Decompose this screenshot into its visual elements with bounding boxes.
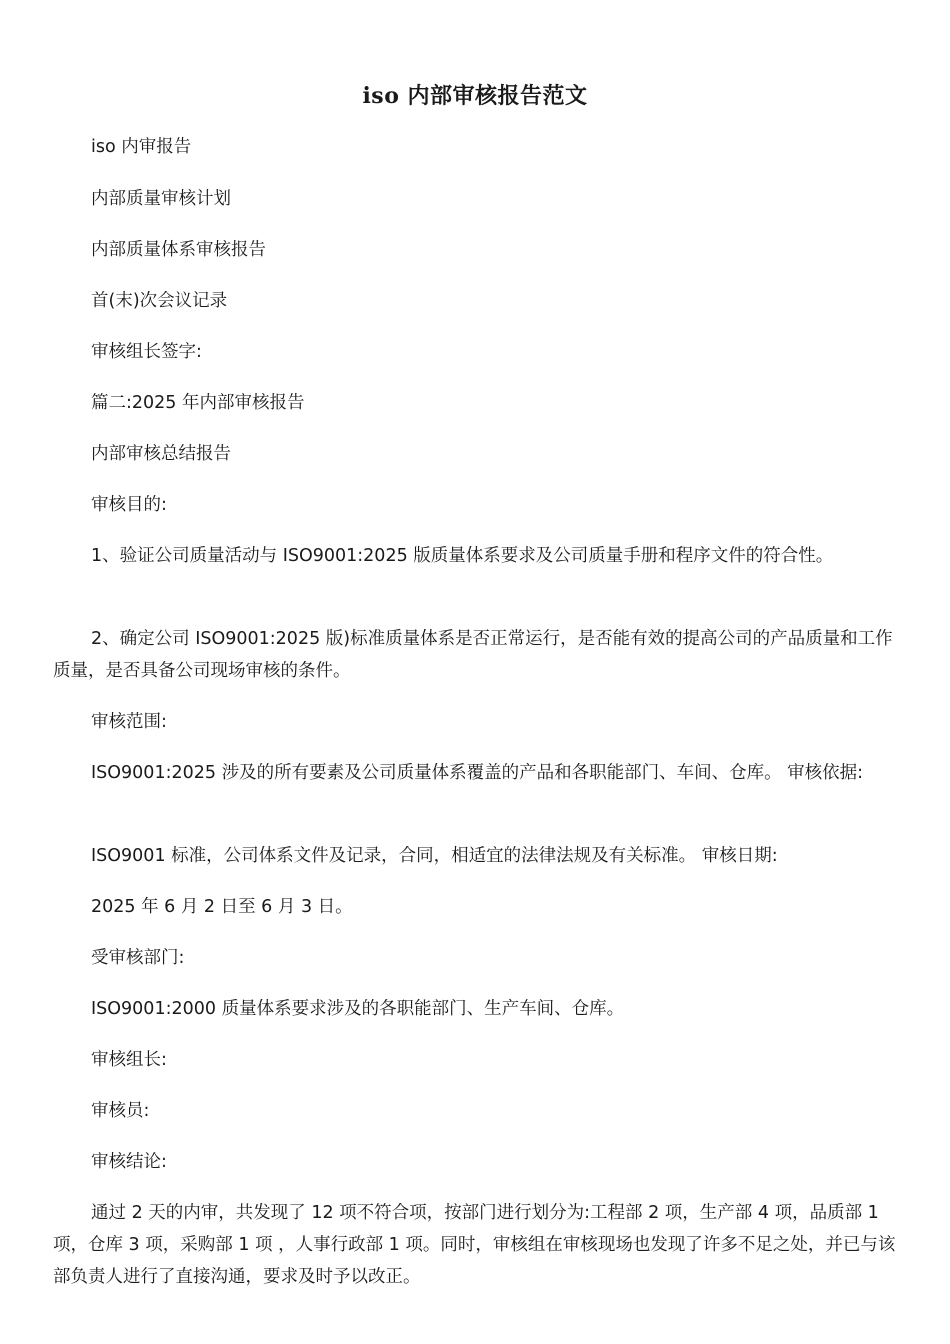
document-title: iso 内部审核报告范文 (362, 83, 588, 109)
paragraph-audit-plan: 内部质量审核计划 (91, 189, 231, 209)
paragraph-purpose-1: 1、验证公司质量活动与 ISO9001:2025 版质量体系要求及公司质量手册和程序文件的符合性。 (91, 546, 834, 566)
paragraph-meeting-records: 首(末)次会议记录 (91, 291, 228, 311)
paragraph-audit-purpose-label: 审核目的: (91, 495, 167, 515)
paragraph-audit-scope: ISO9001:2025 涉及的所有要素及公司质量体系覆盖的产品和各职能部门、车间、仓库。 审核依据: (91, 763, 864, 783)
paragraph-audit-scope-label: 审核范围: (91, 712, 167, 732)
paragraph-part-two-heading: 篇二:2025 年内部审核报告 (91, 393, 305, 413)
paragraph-system-audit-report: 内部质量体系审核报告 (91, 240, 266, 260)
paragraph-audit-basis: ISO9001 标准，公司体系文件及记录，合同，相适宜的法律法规及有关标准。 审核日期: (91, 846, 778, 866)
paragraph-audit-leader: 审核组长: (91, 1050, 167, 1070)
paragraph-audit-conclusion-label: 审核结论: (91, 1152, 167, 1172)
paragraph-leader-signature: 审核组长签字: (91, 342, 202, 362)
paragraph-iso-internal-report: iso 内审报告 (91, 137, 192, 157)
paragraph-audited-departments-label: 受审核部门: (91, 948, 185, 968)
paragraph-audit-conclusion: 通过 2 天的内审，共发现了 12 项不符合项，按部门进行划分为:工程部 2 项，生产部 4 项，品质部 1 项，仓库 3 项，采购部 1 项 ，人事行政部 1 项。同时，审核组在审核现场也发现了许多不足之处，并已与该部负责人进行了直接沟通，要求及时予以改正。 (53, 1203, 896, 1287)
paragraph-purpose-2: 2、确定公司 ISO9001:2025 版)标准质量体系是否正常运行，是否能有效的提高公司的产品质量和工作质量，是否具备公司现场审核的条件。 (53, 629, 893, 681)
paragraph-audited-departments: ISO9001:2000 质量体系要求涉及的各职能部门、生产车间、仓库。 (91, 999, 625, 1019)
paragraph-audit-date: 2025 年 6 月 2 日至 6 月 3 日。 (91, 897, 353, 917)
paragraph-summary-report: 内部审核总结报告 (91, 444, 231, 464)
paragraph-auditors: 审核员: (91, 1101, 150, 1121)
